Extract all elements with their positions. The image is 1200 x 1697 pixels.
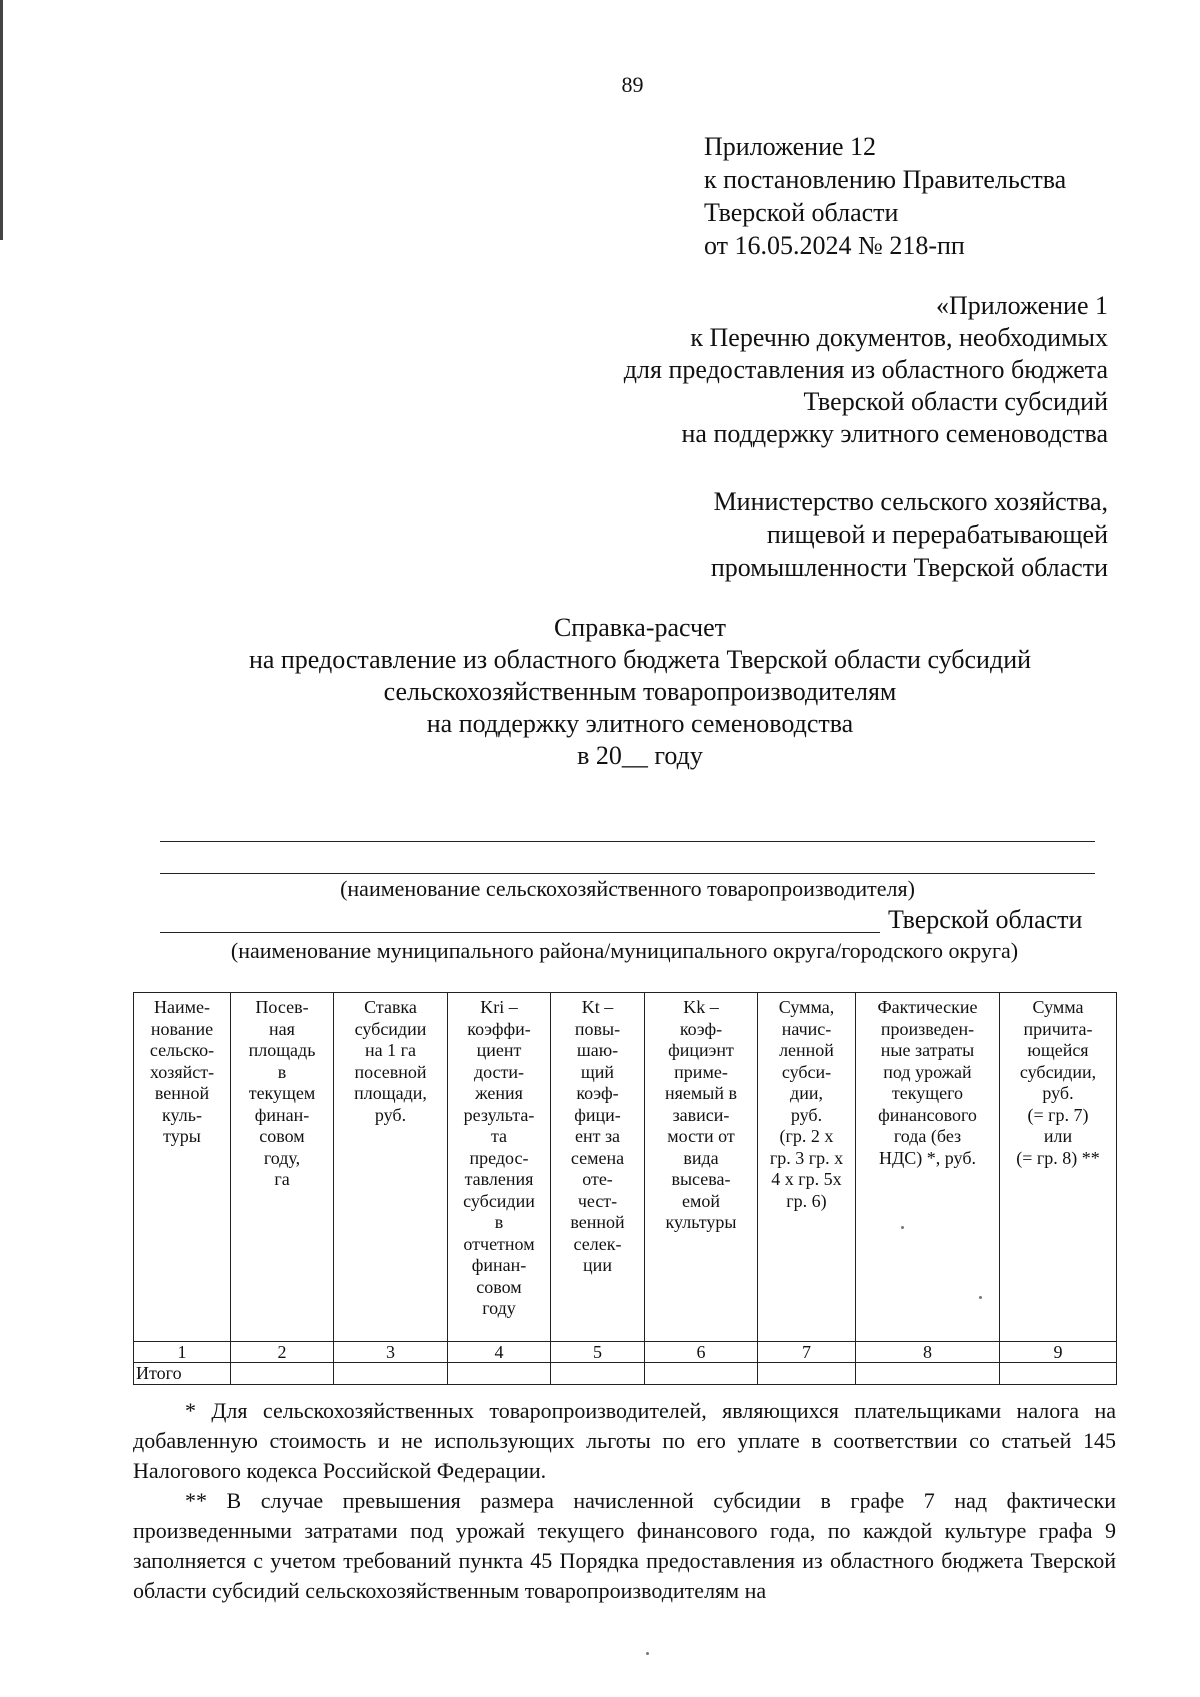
ministry-addressee [711,485,1108,584]
appendix-12-line: Тверской области [704,198,899,227]
table-total-row [134,1363,1117,1385]
title-line: в 20__ году [577,741,703,770]
subsidy-calculation-table [133,992,1117,1385]
title-line: Справка-расчет [553,613,727,642]
total-label-cell: Итого [134,1363,231,1385]
scan-speck [646,1652,649,1655]
producer-name-line-2 [160,873,1095,874]
header-cell-1: Наиме- нование сельско- хозяйст- венной куль- туры [134,993,231,1342]
scan-edge-mark [0,0,3,240]
header-cell-4: Kri – коэффи- циент дости- жения результа- та предос- тавления субсидии в отчетном финан- совом году [448,993,551,1342]
total-value-cell [1000,1363,1117,1385]
header-cell-9: Сумма причита- ющейся субсидии, руб. (= гр. 7) или (= гр. 8) ** [1000,993,1117,1342]
appendix-1-line: «Приложение 1 [935,291,1108,320]
column-number-cell: 7 [758,1342,856,1363]
appendix-12-line: Приложение 12 [704,132,877,161]
district-name-line [160,932,880,933]
page-number: 89 [621,72,644,97]
producer-caption: (наименование сельскохозяйственного товаропроизводителя) [340,876,915,901]
title-line: на поддержку элитного семеноводства [426,709,854,738]
ministry-line: промышленности Тверской области [710,553,1108,582]
title-line: на предоставление из областного бюджета Тверской области субсидий [248,645,1032,674]
column-number-cell: 3 [334,1342,448,1363]
header-cell-7: Сумма, начис- ленной субси- дии, руб. (гр. 2 х гр. 3 гр. х 4 х гр. 5х гр. 6) [758,993,856,1342]
scan-speck [901,1226,904,1229]
header-cell-8: Фактические произведен- ные затраты под урожай текущего финансового года (без НДС) *, руб. [856,993,1000,1342]
total-value-cell [334,1363,448,1385]
district-caption: (наименование муниципального района/муниципального округа/городского округа) [230,938,1019,963]
scan-speck [979,1296,982,1299]
table-header-row [134,993,1117,1342]
header-cell-5: Kt – повы- шаю- щий коэф- фици- ент за семена оте- чест- венной селек- ции [551,993,645,1342]
total-value-cell [856,1363,1000,1385]
appendix-1-line: для предоставления из областного бюджета [623,355,1108,384]
header-cell-3: Ставка субсидии на 1 га посевной площади, руб. [334,993,448,1342]
footnote-2: ** В случае превышения размера начисленной субсидии в графе 7 над фактически произведенными затратами под урожай текущего финансового года, по каждой культуре графа 9 заполняется с учетом требований пункта 45 Порядка предоставления из областного бюджета Тверской области субсидий сельскохозяйственным товаропроизводителям на [133,1488,1116,1603]
column-number-cell: 2 [231,1342,334,1363]
total-value-cell [645,1363,758,1385]
appendix-12-line: от 16.05.2024 № 218-пп [704,231,965,260]
column-number-cell: 8 [856,1342,1000,1363]
producer-name-line-1 [160,841,1095,842]
column-number-cell: 5 [551,1342,645,1363]
column-number-cell: 9 [1000,1342,1117,1363]
table-column-number-row [134,1342,1117,1363]
column-number-cell: 6 [645,1342,758,1363]
appendix-12-header [704,130,1066,262]
appendix-1-header [624,290,1108,450]
total-value-cell [758,1363,856,1385]
appendix-1-line: к Перечню документов, необходимых [690,323,1108,352]
appendix-1-line: на поддержку элитного семеноводства [681,419,1108,448]
column-number-cell: 4 [448,1342,551,1363]
appendix-1-line: Тверской области субсидий [803,387,1108,416]
header-cell-2: Посев- ная площадь в текущем финан- совом году, га [231,993,334,1342]
document-title [150,612,1130,772]
footnotes [133,1396,1116,1606]
column-number-cell: 1 [134,1342,231,1363]
ministry-line: пищевой и перерабатывающей [766,520,1108,549]
footnote-1: * Для сельскохозяйственных товаропроизводителей, являющихся плательщиками налога на добавленную стоимость и не использующих льготы по его уплате в соответствии со статьей 145 Налогового кодекса Российской Федерации. [133,1398,1116,1483]
title-line: сельскохозяйственным товаропроизводителям [383,677,897,706]
header-cell-6: Kk – коэф- фициэнт приме- няемый в зависи- мости от вида высева- емой культуры [645,993,758,1342]
appendix-12-line: к постановлению Правительства [704,165,1067,194]
total-value-cell [551,1363,645,1385]
region-suffix: Тверской области [888,905,1083,934]
ministry-line: Министерство сельского хозяйства, [713,487,1108,516]
total-value-cell [448,1363,551,1385]
total-value-cell [231,1363,334,1385]
